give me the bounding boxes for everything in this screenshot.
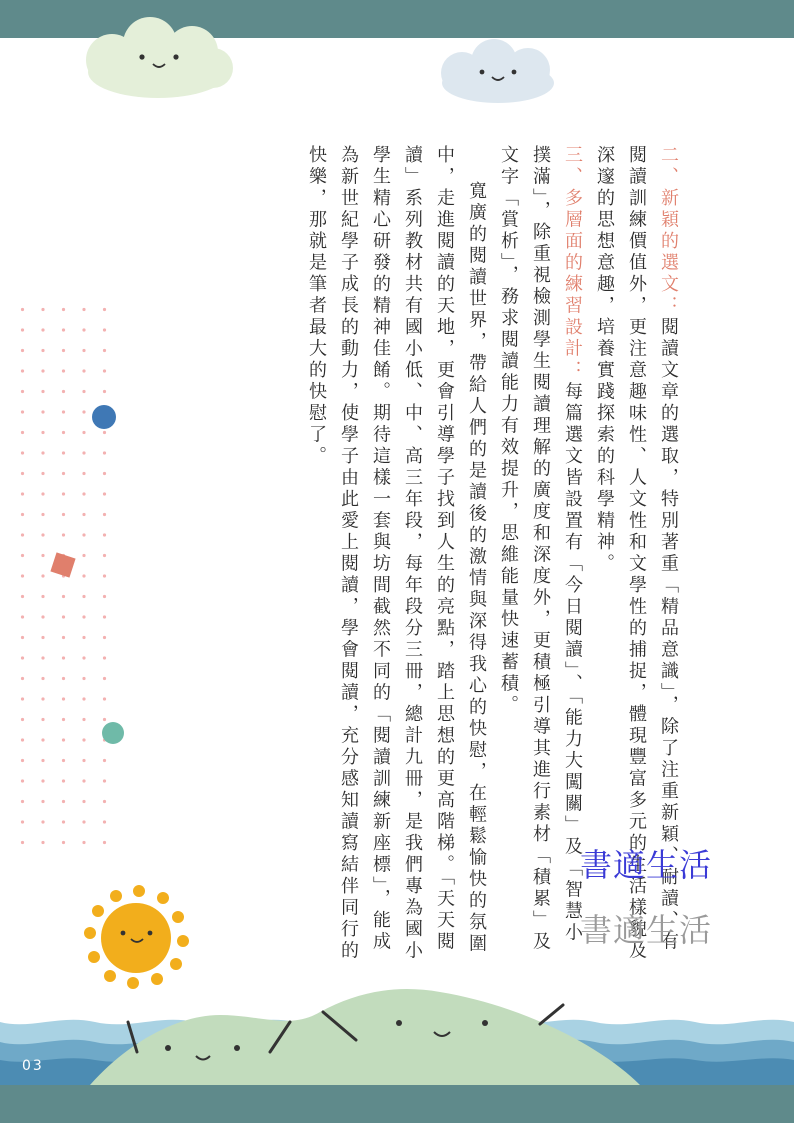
section-3-heading: 三、多層面的練習設計： (562, 145, 583, 382)
hills-decoration (90, 989, 640, 1085)
dot-grid-decoration (16, 296, 108, 860)
blue-circle-decoration (92, 405, 116, 429)
green-cloud-icon (86, 17, 233, 98)
section-3 (492, 145, 588, 965)
section-2-heading: 二、新穎的選文： (658, 145, 679, 317)
closing-paragraph: 寬廣的閱讀世界，帶給人們的是讀後的激情與深得我心的快慰，在輕鬆愉快的氛圍中，走進閱讀的天地，更會引導學子找到人生的亮點，踏上思想的更高階梯。「天天閱讀」系列教材共有國小低、中、高三年段，每年段分三冊，總計九冊，是我們專為國小學生精心研發的精神佳餚。期待這樣一套與坊間截然不同的「閱讀訓練新座標」，能成為新世紀學子成長的動力，使學子由此愛上閱讀，學會閱讀，充分感知讀寫結伴同行的快樂，那就是筆者最大的快慰了。 (306, 145, 487, 962)
bottom-band (0, 1085, 794, 1123)
sun-icon (84, 885, 189, 989)
section-3-body: 每篇選文皆設置有「今日閱讀」、「能力大闖關」及「智慧小撲滿」，除重視檢測學生閱讀理解的廣度和深度外，更積極引導其進行素材「積累」及文字「賞析」，務求閱讀能力有效提升，思維能量快速蓄積。 (498, 145, 583, 953)
page-number: 03 (22, 1058, 44, 1074)
brand-logo-gray: 書適生活 (580, 911, 713, 949)
teal-circle-decoration (102, 722, 124, 744)
blue-cloud-icon (441, 39, 554, 103)
brand-logo-blue: 書適生活 (580, 846, 713, 884)
section-2-body: 閱讀文章的選取，特別著重「精品意識」，除了注重新穎、耐讀、有閱讀訓練價值外，更注意趣味性、人文性和文學性的捕捉，體現豐富多元的生活樣貌及深邃的思想意趣，培養實踐探索的科學精神。 (594, 145, 679, 962)
